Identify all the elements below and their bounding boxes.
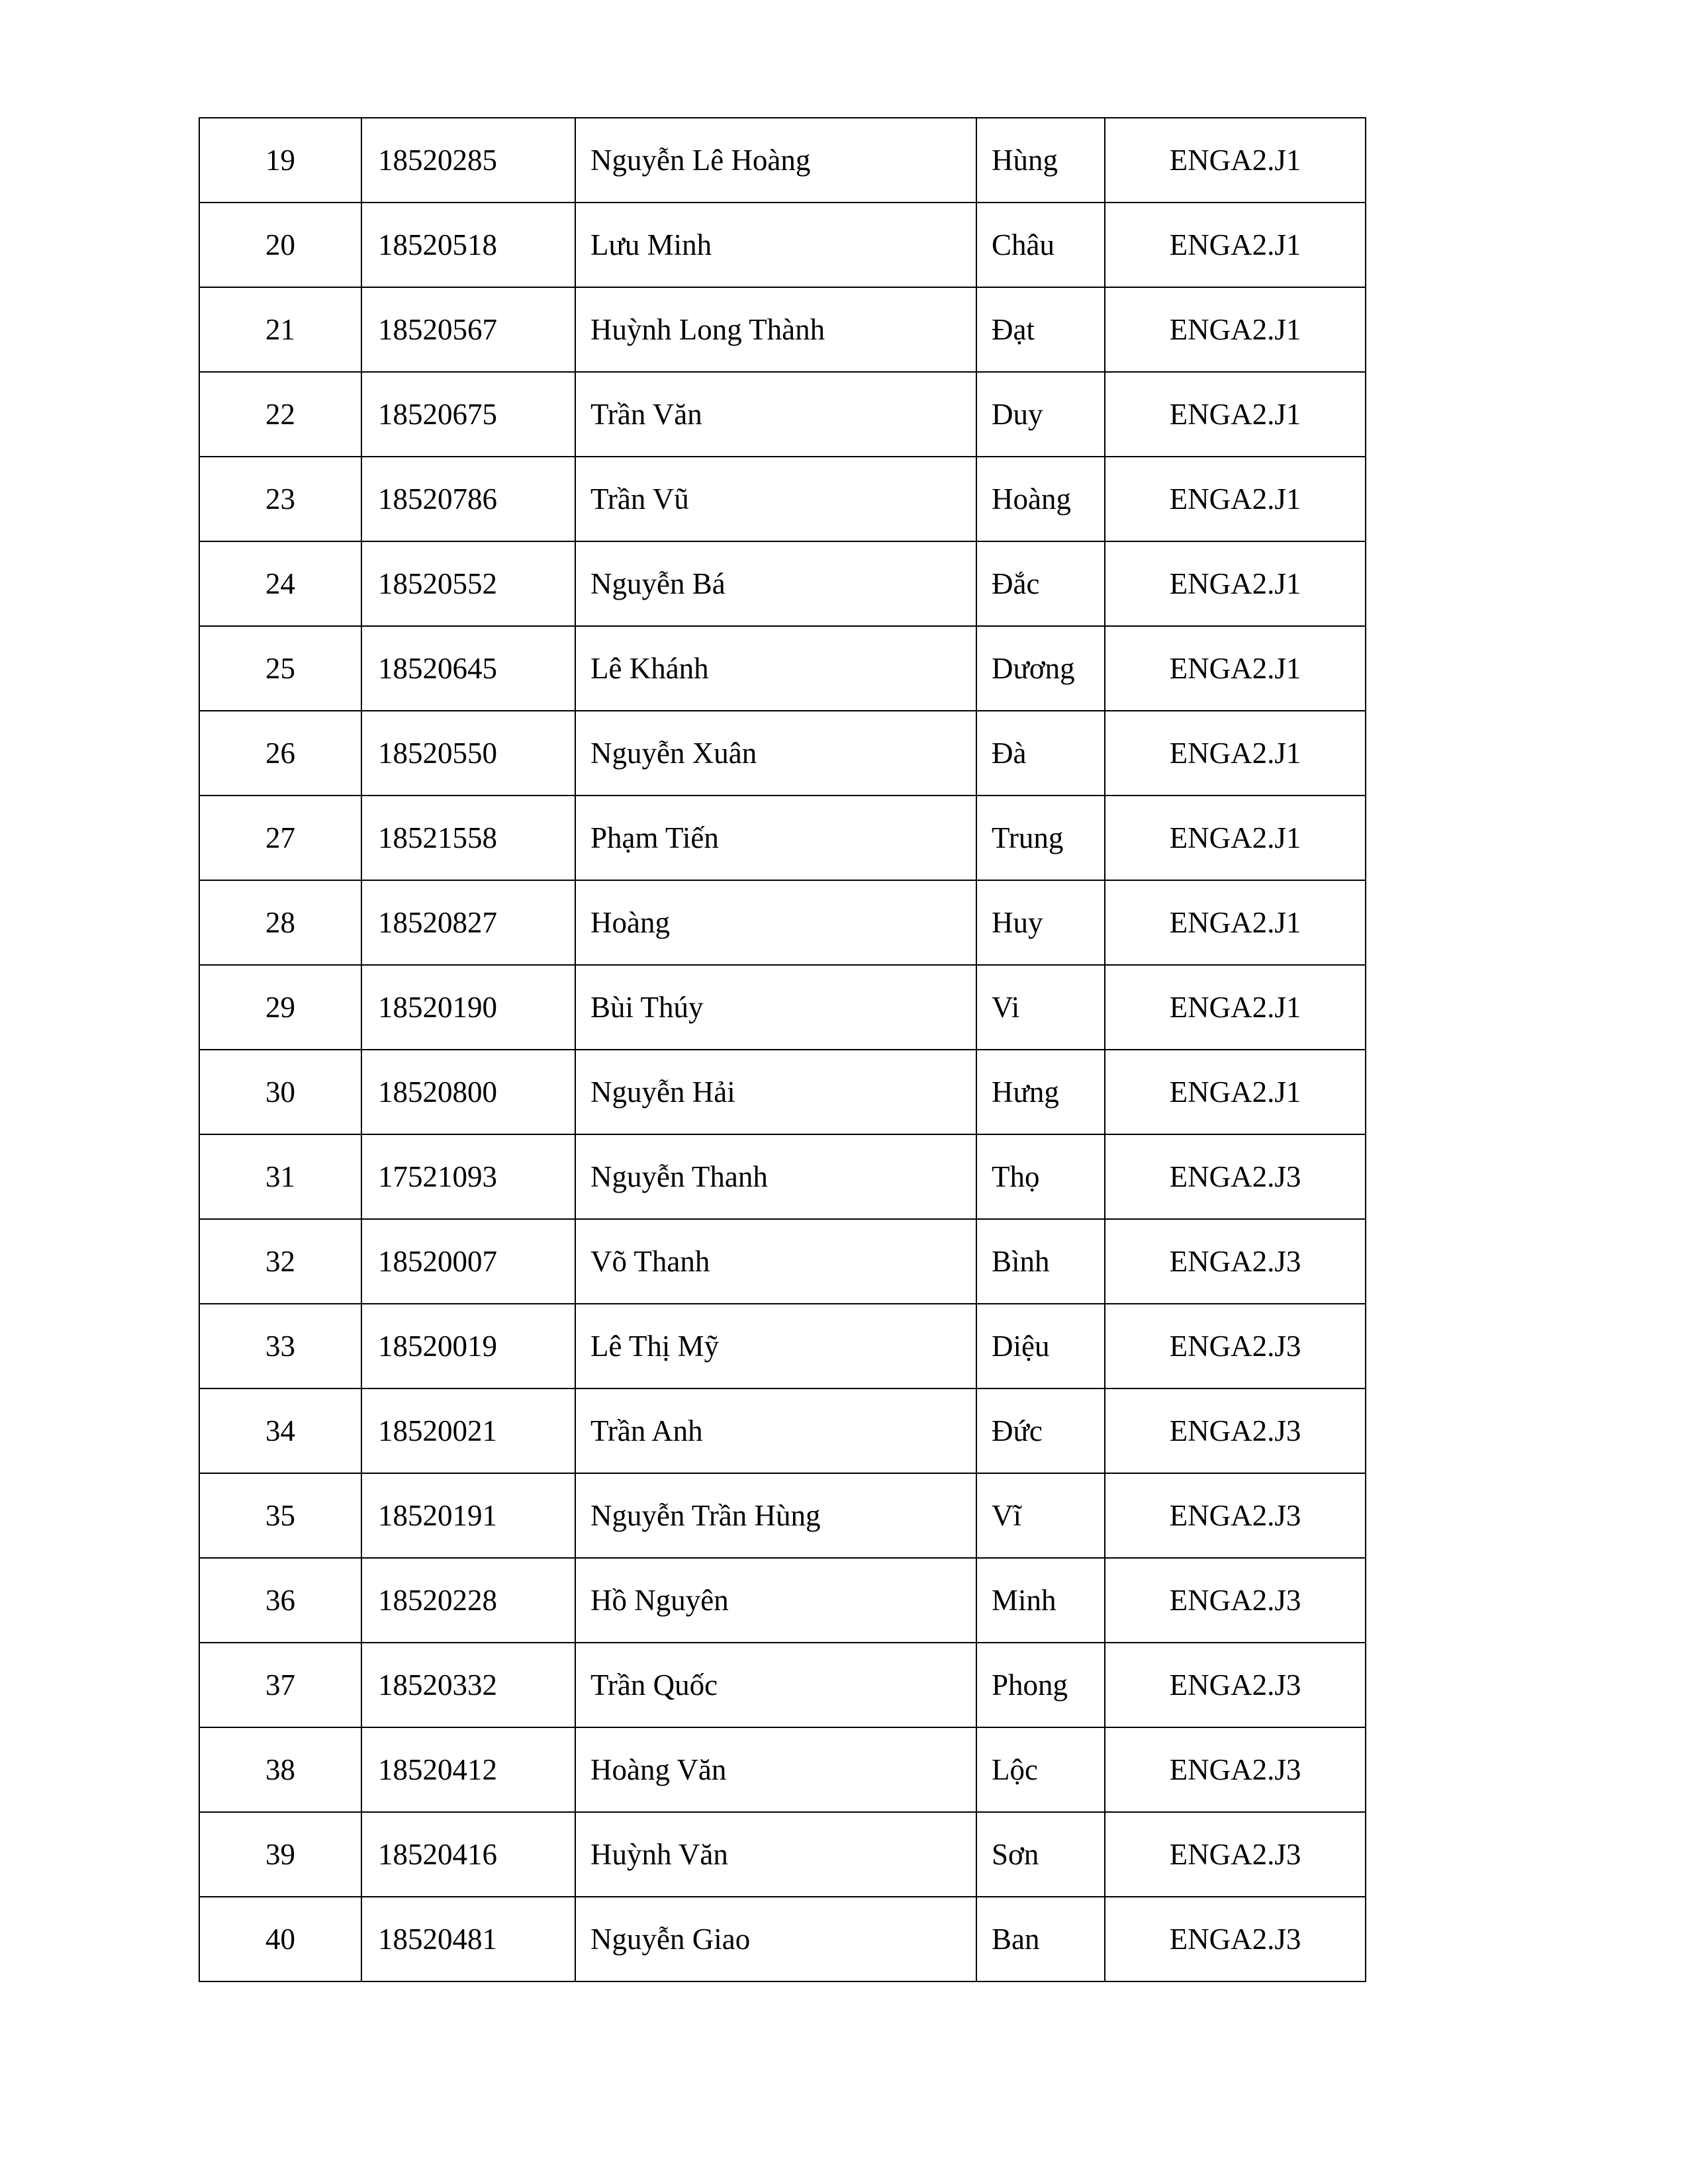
- class-code-cell: ENGA2.J1: [1105, 287, 1366, 372]
- class-code-cell: ENGA2.J3: [1105, 1812, 1366, 1897]
- table-row: [199, 626, 1366, 711]
- table-row: [199, 1388, 1366, 1473]
- student-index-cell: 27: [199, 796, 361, 880]
- table-row: [199, 372, 1366, 457]
- class-code-cell: ENGA2.J3: [1105, 1219, 1366, 1304]
- student-id-cell: 18520007: [361, 1219, 575, 1304]
- class-code-cell: ENGA2.J3: [1105, 1473, 1366, 1558]
- student-given-name-cell: Duy: [976, 372, 1105, 457]
- student-index-cell: 39: [199, 1812, 361, 1897]
- student-given-name-cell: Thọ: [976, 1134, 1105, 1219]
- student-index-cell: 31: [199, 1134, 361, 1219]
- table-row: [199, 1643, 1366, 1727]
- student-id-cell: 17521093: [361, 1134, 575, 1219]
- student-id-cell: 18520800: [361, 1050, 575, 1134]
- student-given-name-cell: Diệu: [976, 1304, 1105, 1388]
- student-id-cell: 18520827: [361, 880, 575, 965]
- class-code-cell: ENGA2.J1: [1105, 118, 1366, 203]
- class-code-cell: ENGA2.J3: [1105, 1727, 1366, 1812]
- student-index-cell: 35: [199, 1473, 361, 1558]
- student-index-cell: 32: [199, 1219, 361, 1304]
- class-code-cell: ENGA2.J3: [1105, 1134, 1366, 1219]
- student-id-cell: 18520019: [361, 1304, 575, 1388]
- student-id-cell: 18520550: [361, 711, 575, 796]
- student-index-cell: 33: [199, 1304, 361, 1388]
- student-surname-cell: Lê Khánh: [575, 626, 976, 711]
- student-given-name-cell: Lộc: [976, 1727, 1105, 1812]
- table-row: [199, 880, 1366, 965]
- student-surname-cell: Hoàng Văn: [575, 1727, 976, 1812]
- student-given-name-cell: Huy: [976, 880, 1105, 965]
- student-index-cell: 37: [199, 1643, 361, 1727]
- student-given-name-cell: Đà: [976, 711, 1105, 796]
- student-id-cell: 18520191: [361, 1473, 575, 1558]
- class-code-cell: ENGA2.J1: [1105, 457, 1366, 541]
- table-row: [199, 1304, 1366, 1388]
- table-row: [199, 1219, 1366, 1304]
- student-id-cell: 18520675: [361, 372, 575, 457]
- table-row: [199, 711, 1366, 796]
- student-given-name-cell: Đắc: [976, 541, 1105, 626]
- student-given-name-cell: Đức: [976, 1388, 1105, 1473]
- table-row: [199, 1727, 1366, 1812]
- table-row: [199, 457, 1366, 541]
- class-code-cell: ENGA2.J1: [1105, 711, 1366, 796]
- student-given-name-cell: Châu: [976, 203, 1105, 287]
- student-table: [199, 117, 1366, 1982]
- student-surname-cell: Trần Quốc: [575, 1643, 976, 1727]
- student-surname-cell: Trần Vũ: [575, 457, 976, 541]
- student-id-cell: 18520786: [361, 457, 575, 541]
- student-given-name-cell: Ban: [976, 1897, 1105, 1981]
- class-code-cell: ENGA2.J1: [1105, 541, 1366, 626]
- student-index-cell: 19: [199, 118, 361, 203]
- table-row: [199, 287, 1366, 372]
- class-code-cell: ENGA2.J1: [1105, 626, 1366, 711]
- student-surname-cell: Hồ Nguyên: [575, 1558, 976, 1643]
- student-surname-cell: Nguyễn Lê Hoàng: [575, 118, 976, 203]
- student-id-cell: 18520190: [361, 965, 575, 1050]
- student-surname-cell: Huỳnh Văn: [575, 1812, 976, 1897]
- student-id-cell: 18520481: [361, 1897, 575, 1981]
- student-id-cell: 18520567: [361, 287, 575, 372]
- class-code-cell: ENGA2.J1: [1105, 1050, 1366, 1134]
- student-surname-cell: Lê Thị Mỹ: [575, 1304, 976, 1388]
- class-code-cell: ENGA2.J1: [1105, 372, 1366, 457]
- student-given-name-cell: Hưng: [976, 1050, 1105, 1134]
- student-given-name-cell: Đạt: [976, 287, 1105, 372]
- student-index-cell: 28: [199, 880, 361, 965]
- student-index-cell: 22: [199, 372, 361, 457]
- student-surname-cell: Nguyễn Thanh: [575, 1134, 976, 1219]
- student-id-cell: 18521558: [361, 796, 575, 880]
- class-code-cell: ENGA2.J3: [1105, 1643, 1366, 1727]
- table-row: [199, 1050, 1366, 1134]
- student-index-cell: 23: [199, 457, 361, 541]
- student-surname-cell: Nguyễn Hải: [575, 1050, 976, 1134]
- student-surname-cell: Nguyễn Bá: [575, 541, 976, 626]
- student-given-name-cell: Minh: [976, 1558, 1105, 1643]
- student-id-cell: 18520228: [361, 1558, 575, 1643]
- student-index-cell: 25: [199, 626, 361, 711]
- student-surname-cell: Nguyễn Trần Hùng: [575, 1473, 976, 1558]
- table-row: [199, 541, 1366, 626]
- table-row: [199, 965, 1366, 1050]
- student-given-name-cell: Vĩ: [976, 1473, 1105, 1558]
- student-surname-cell: Hoàng: [575, 880, 976, 965]
- student-index-cell: 29: [199, 965, 361, 1050]
- table-row: [199, 1812, 1366, 1897]
- table-row: [199, 1897, 1366, 1981]
- class-code-cell: ENGA2.J1: [1105, 880, 1366, 965]
- class-code-cell: ENGA2.J3: [1105, 1558, 1366, 1643]
- student-given-name-cell: Hoàng: [976, 457, 1105, 541]
- student-given-name-cell: Phong: [976, 1643, 1105, 1727]
- student-index-cell: 24: [199, 541, 361, 626]
- student-index-cell: 20: [199, 203, 361, 287]
- student-surname-cell: Nguyễn Giao: [575, 1897, 976, 1981]
- student-id-cell: 18520518: [361, 203, 575, 287]
- student-given-name-cell: Sơn: [976, 1812, 1105, 1897]
- student-surname-cell: Trần Anh: [575, 1388, 976, 1473]
- student-given-name-cell: Bình: [976, 1219, 1105, 1304]
- student-surname-cell: Huỳnh Long Thành: [575, 287, 976, 372]
- table-row: [199, 203, 1366, 287]
- student-id-cell: 18520552: [361, 541, 575, 626]
- student-index-cell: 40: [199, 1897, 361, 1981]
- table-row: [199, 796, 1366, 880]
- student-id-cell: 18520021: [361, 1388, 575, 1473]
- class-code-cell: ENGA2.J3: [1105, 1388, 1366, 1473]
- table-row: [199, 118, 1366, 203]
- student-given-name-cell: Dương: [976, 626, 1105, 711]
- student-surname-cell: Nguyễn Xuân: [575, 711, 976, 796]
- student-given-name-cell: Trung: [976, 796, 1105, 880]
- table-row: [199, 1473, 1366, 1558]
- class-code-cell: ENGA2.J1: [1105, 796, 1366, 880]
- student-surname-cell: Trần Văn: [575, 372, 976, 457]
- student-index-cell: 21: [199, 287, 361, 372]
- student-given-name-cell: Hùng: [976, 118, 1105, 203]
- student-surname-cell: Lưu Minh: [575, 203, 976, 287]
- student-id-cell: 18520416: [361, 1812, 575, 1897]
- student-index-cell: 36: [199, 1558, 361, 1643]
- student-table-body: [199, 118, 1366, 1981]
- class-code-cell: ENGA2.J3: [1105, 1304, 1366, 1388]
- student-id-cell: 18520412: [361, 1727, 575, 1812]
- table-row: [199, 1558, 1366, 1643]
- student-surname-cell: Bùi Thúy: [575, 965, 976, 1050]
- student-id-cell: 18520645: [361, 626, 575, 711]
- student-id-cell: 18520332: [361, 1643, 575, 1727]
- student-index-cell: 26: [199, 711, 361, 796]
- student-id-cell: 18520285: [361, 118, 575, 203]
- student-surname-cell: Phạm Tiến: [575, 796, 976, 880]
- class-code-cell: ENGA2.J1: [1105, 965, 1366, 1050]
- table-row: [199, 1134, 1366, 1219]
- student-index-cell: 34: [199, 1388, 361, 1473]
- class-code-cell: ENGA2.J1: [1105, 203, 1366, 287]
- student-index-cell: 30: [199, 1050, 361, 1134]
- student-index-cell: 38: [199, 1727, 361, 1812]
- student-given-name-cell: Vi: [976, 965, 1105, 1050]
- student-surname-cell: Võ Thanh: [575, 1219, 976, 1304]
- class-code-cell: ENGA2.J3: [1105, 1897, 1366, 1981]
